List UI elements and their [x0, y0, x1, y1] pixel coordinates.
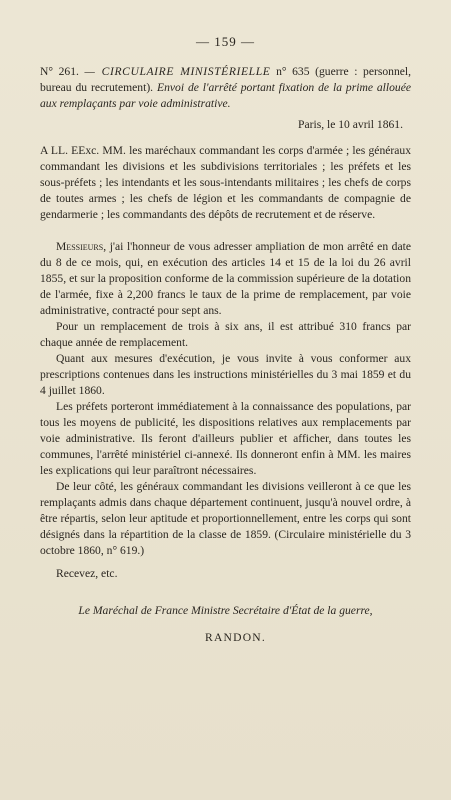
page-number: — 159 — [196, 34, 255, 49]
signatory-name: RANDON. [205, 631, 266, 644]
body-paragraph-5: De leur côté, les généraux commandant les divisions veilleront à ce que les remplaçants admis dans chaque département continuent, jusqu'à nouvel ordre, à être répartis, selon leur aptitude et proportionnellement, entre les corps qui sont désignés dans la répartition de la classe de 1859. (Circulaire ministérielle du 3 octobre 1860, n° 619.) [40, 480, 411, 557]
circular-title: — CIRCULAIRE MINISTÉRIELLE [84, 65, 271, 78]
circular-subject: Envoi de l'arrêté portant fixation de la prime allouée aux remplaçants par voie administrative. [40, 81, 411, 110]
circular-header [40, 64, 411, 112]
circular-number: N° 261. [40, 65, 79, 78]
body-paragraph-1-text: j'ai l'honneur de vous adresser ampliation de mon arrêté en date du 8 de ce mois, qui, en exécution des articles 14 et 15 de la loi du 26 avril 1855, et sur la proposition conforme de la commission supérieure de la dotation de l'armée, fixe à 2,200 francs le taux de la prime de remplacement, par voie administrative, contracté pour sept ans. [40, 240, 411, 317]
circular-reference: n° 635 (guerre : personnel, bureau du recrutement). [40, 65, 412, 94]
salutation: Messieurs, [56, 240, 107, 253]
body-paragraph-2: Pour un remplacement de trois à six ans, il est attribué 310 francs par chaque année de remplacement. [40, 320, 411, 349]
place-date: Paris, le 10 avril 1861. [298, 118, 403, 131]
body-paragraph-3: Quant aux mesures d'exécution, je vous invite à vous conformer aux prescriptions contenues dans les instructions ministérielles du 3 mai 1859 et du 4 juillet 1860. [40, 352, 411, 397]
addressees: A LL. EExc. MM. les maréchaux commandant les corps d'armée ; les généraux commandant les divisions et les subdivisions territoriales ; les préfets et les sous-préfets ; les intendants et les sous-intendants militaires ; les chefs de corps de toutes armes ; les chefs de légion et les commandants de compagnie de gendarmerie ; les commandants des dépôts de recrutement et de réserve. [40, 144, 411, 221]
closing-formula: Recevez, etc. [56, 567, 118, 580]
body-paragraph-4: Les préfets porteront immédiatement à la connaissance des populations, par tous les moyens de publicité, les dispositions relatives aux remplacements par voie administrative. Ils feront d'ailleurs publier et afficher, dans toutes les communes, l'arrêté ministériel ci-annexé. Ils donneront enfin à MM. les maires les explications qui leur paraîtront nécessaires. [40, 400, 411, 477]
signatory-title: Le Maréchal de France Ministre Secrétaire d'État de la guerre, [78, 604, 373, 617]
body-paragraph-1 [40, 239, 411, 319]
